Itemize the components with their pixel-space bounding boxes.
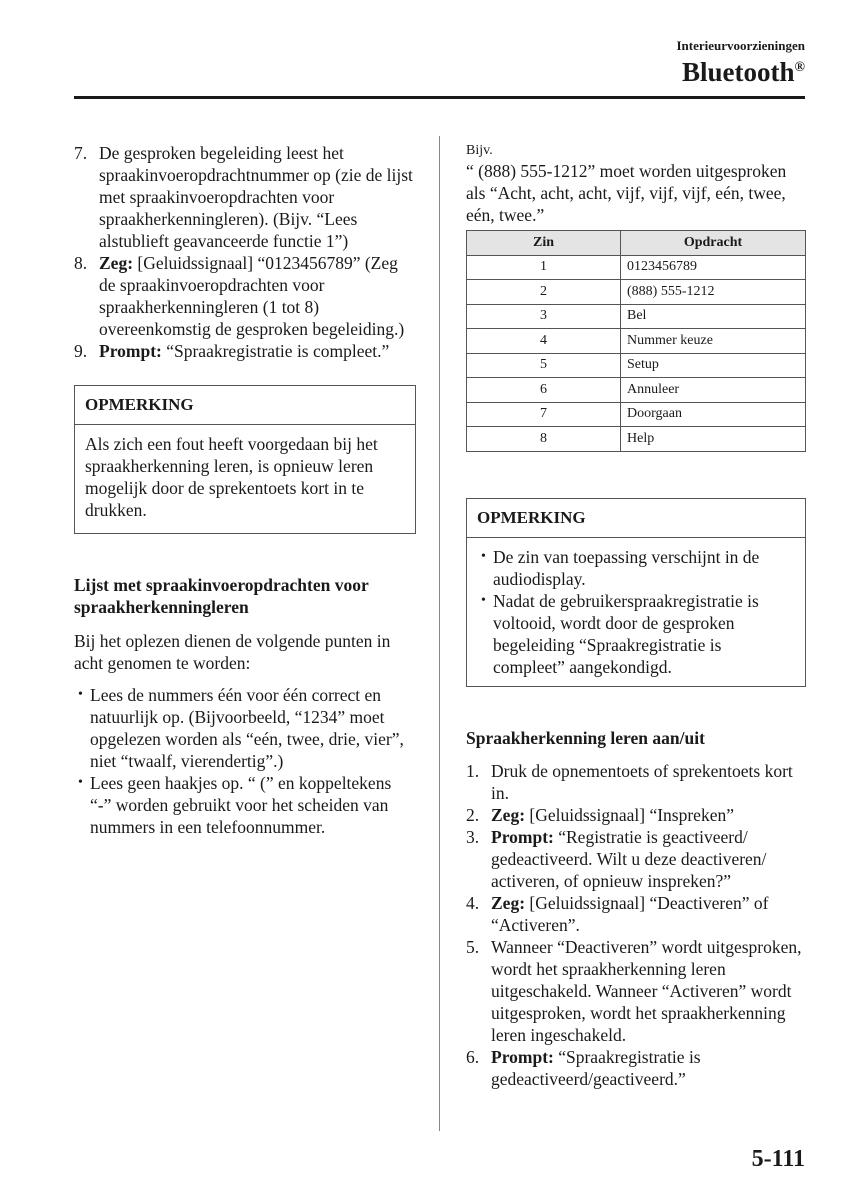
- table-row: [467, 304, 806, 329]
- section-heading: Spraakherkenning leren aan/uit: [466, 727, 705, 748]
- table-row: [467, 427, 806, 452]
- table-cell: Annuleer: [621, 378, 806, 403]
- step-item: [466, 936, 806, 1046]
- column-divider: [439, 136, 440, 1131]
- step-text: De gesproken begeleiding leest het spraakinvoeropdrachtnummer op (zie de lijst met spraakinvoeropdrachten voor spraakherkenningleren). (Bijv. “Lees alstublieft geavanceerde functie 1”): [99, 143, 413, 251]
- procedure-steps-right: [466, 760, 806, 1090]
- right-column: [466, 142, 806, 1090]
- table-cell: 3: [467, 304, 621, 329]
- table-cell: 0123456789: [621, 255, 806, 280]
- bullet-icon: •: [481, 548, 486, 564]
- note-body: [467, 538, 805, 686]
- step-item: [74, 142, 416, 252]
- step-text: [Geluidssignaal] “0123456789” (Zeg de spraakinvoeropdrachten voor spraakherkenningleren (1 tot 8) overeenkomstig de gesproken begeleiding.): [99, 253, 405, 339]
- table-cell: 8: [467, 427, 621, 452]
- step-item: [74, 340, 416, 362]
- table-cell: 7: [467, 402, 621, 427]
- step-number: 1.: [466, 760, 480, 781]
- step-text: [Geluidssignaal] “Deactiveren” of “Activeren”.: [491, 892, 769, 935]
- step-text: Druk de opnementoets of sprekentoets kort in.: [491, 760, 793, 803]
- table-cell: Help: [621, 427, 806, 452]
- procedure-steps-left: [74, 142, 416, 362]
- page-title: [676, 56, 805, 88]
- intro-paragraph: Bij het oplezen dienen de volgende punten in acht genomen te worden:: [74, 631, 391, 673]
- table-row: [467, 329, 806, 354]
- page-header: [676, 38, 805, 88]
- table-cell: Bel: [621, 304, 806, 329]
- step-label: Prompt:: [491, 826, 554, 847]
- step-number: 3.: [466, 826, 480, 847]
- list-item: [477, 546, 795, 590]
- table-row: [467, 378, 806, 403]
- step-number: 9.: [74, 341, 88, 361]
- page-title-text: Bluetooth: [682, 57, 795, 87]
- list-item: [74, 684, 416, 772]
- step-text: [Geluidssignaal] “Inspreken”: [525, 804, 734, 825]
- note-bullet-list: [477, 546, 795, 678]
- registered-mark: ®: [794, 60, 805, 75]
- list-heading: Lijst met spraakinvoeropdrachten voor spraakherkenningleren: [74, 575, 369, 617]
- bullet-icon: •: [78, 687, 83, 702]
- step-item: [466, 760, 806, 804]
- example-label: Bijv.: [466, 143, 493, 158]
- left-column: [74, 142, 416, 838]
- table-row: [467, 402, 806, 427]
- table-cell: 6: [467, 378, 621, 403]
- step-text: Wanneer “Deactiveren” wordt uitgesproken, wordt het spraakherkenning leren uitgeschakeld. Wanneer “Activeren” wordt uitgesproken, wordt het spraakherkenning leren ingeschakeld.: [491, 936, 802, 1045]
- bullet-text: Lees de nummers één voor één correct en natuurlijk op. (Bijvoorbeeld, “1234” moet opgelezen worden als “eén, twee, drie, vier”, niet “twaalf, vierendertig”.): [90, 685, 404, 771]
- table-cell: Setup: [621, 353, 806, 378]
- table-row: [467, 353, 806, 378]
- section-name: Interieurvoorzieningen: [676, 38, 805, 53]
- note-box: [74, 385, 416, 534]
- step-label: Zeg:: [491, 804, 526, 825]
- step-number: 2.: [466, 804, 480, 825]
- list-item: [74, 772, 416, 838]
- bullet-icon: •: [481, 592, 486, 608]
- step-label: Prompt:: [99, 341, 162, 361]
- step-number: 5.: [466, 936, 480, 957]
- table-cell: Nummer keuze: [621, 329, 806, 354]
- reading-tips-list: [74, 684, 416, 838]
- bullet-text: Nadat de gebruikerspraakregistratie is voltooid, wordt door de gesproken begeleiding “Spraakregistratie is compleet” aangekondigd.: [493, 590, 759, 677]
- column-header-opdracht: Opdracht: [621, 231, 806, 256]
- note-heading: OPMERKING: [467, 499, 805, 538]
- step-label: Prompt:: [491, 1046, 554, 1067]
- page-number: 5-111: [751, 1146, 805, 1172]
- table-cell: (888) 555-1212: [621, 280, 806, 305]
- step-number: 7.: [74, 143, 88, 163]
- example-text: “ (888) 555-1212” moet worden uitgesproken als “Acht, acht, acht, vijf, vijf, vijf, eén, twee, eén, twee.”: [466, 161, 787, 225]
- step-number: 4.: [466, 892, 480, 913]
- table-header-row: [467, 231, 806, 256]
- bullet-text: De zin van toepassing verschijnt in de audiodisplay.: [493, 546, 760, 589]
- step-number: 6.: [466, 1046, 480, 1067]
- column-header-zin: Zin: [467, 231, 621, 256]
- table-cell: 4: [467, 329, 621, 354]
- table-cell: 2: [467, 280, 621, 305]
- step-item: [74, 252, 416, 340]
- bullet-text: Lees geen haakjes op. “ (” en koppeltekens “-” worden gebruikt voor het scheiden van nummers in een telefoonnummer.: [90, 773, 392, 837]
- step-text: “Spraakregistratie is compleet.”: [161, 341, 390, 361]
- step-item: [466, 826, 806, 892]
- step-item: [466, 804, 806, 826]
- bullet-icon: •: [78, 775, 83, 790]
- table-cell: Doorgaan: [621, 402, 806, 427]
- step-text: “Spraakregistratie is gedeactiveerd/geactiveerd.”: [491, 1046, 701, 1089]
- step-number: 8.: [74, 253, 88, 273]
- note-heading: OPMERKING: [75, 386, 415, 425]
- step-item: [466, 1046, 806, 1090]
- step-label: Zeg:: [491, 892, 526, 913]
- table-cell: 5: [467, 353, 621, 378]
- step-text: “Registratie is geactiveerd/ gedeactiveerd. Wilt u deze deactiveren/ activeren, of opnieuw inspreken?”: [491, 826, 767, 891]
- list-item: [477, 590, 795, 678]
- note-box: [466, 498, 806, 687]
- table-row: [467, 280, 806, 305]
- step-item: [466, 892, 806, 936]
- table-row: [467, 255, 806, 280]
- voice-command-table: [466, 230, 806, 452]
- step-label: Zeg:: [99, 253, 134, 273]
- header-rule: [74, 96, 805, 99]
- table-cell: 1: [467, 255, 621, 280]
- note-body: Als zich een fout heeft voorgedaan bij het spraakherkenning leren, is opnieuw leren mogelijk door de sprekentoets kort in te drukken.: [85, 434, 378, 520]
